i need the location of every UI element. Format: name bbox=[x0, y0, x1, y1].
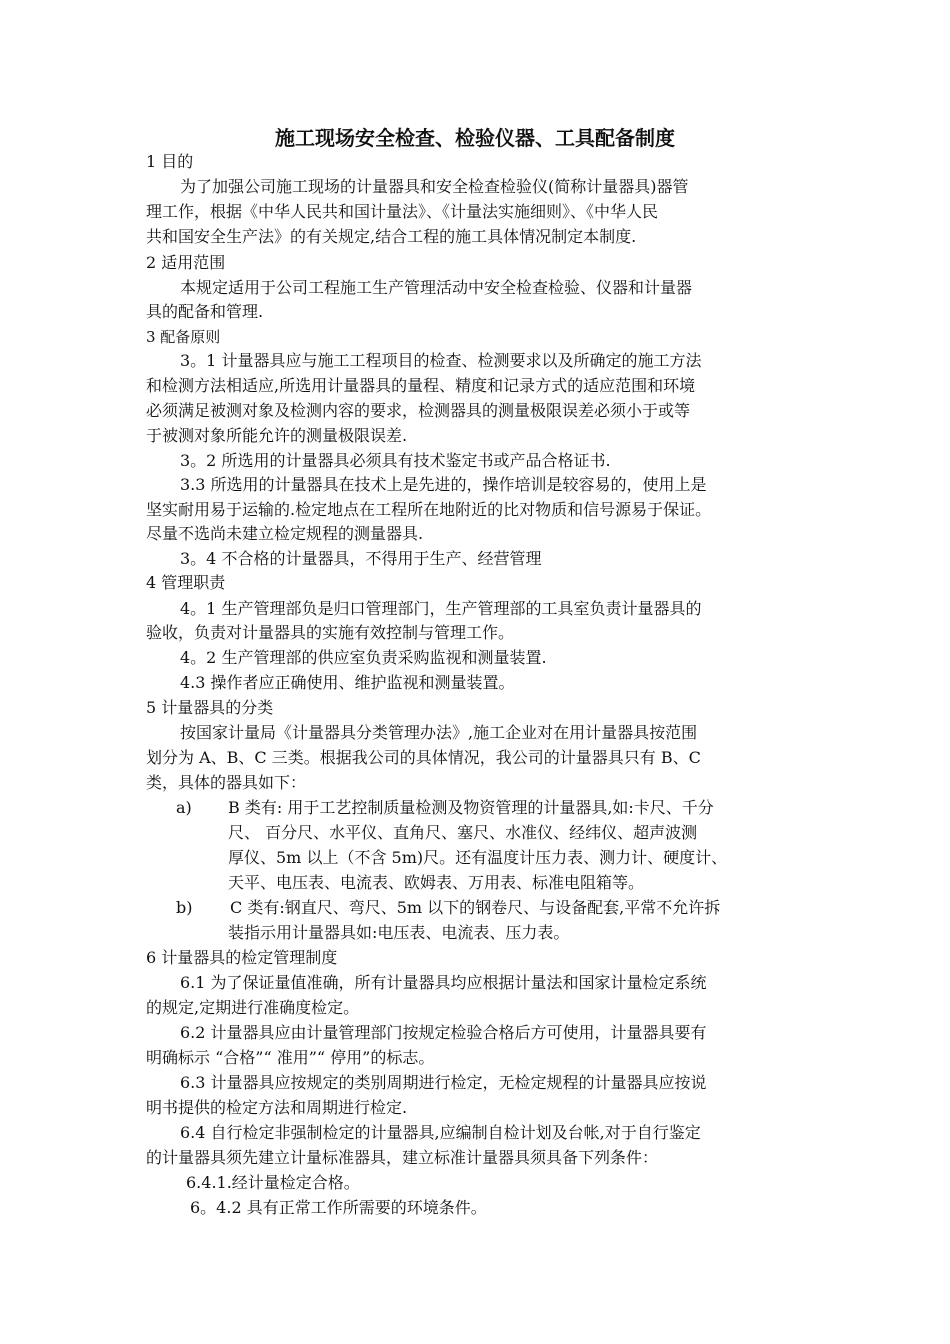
paragraph-line: 明确标示 “合格”“ 准用”“ 停用”的标志。 bbox=[146, 1048, 435, 1067]
section-heading-1: 1 目的 bbox=[146, 152, 194, 171]
list-item-line: C 类有:钢直尺、弯尺、5m 以下的钢卷尺、与设备配套,平常不允许拆 bbox=[230, 898, 721, 917]
list-item-line: 装指示用计量器具如:电压表、电流表、压力表。 bbox=[228, 923, 570, 942]
paragraph-line: 4。2 生产管理部的供应室负责采购监视和测量装置. bbox=[180, 648, 547, 667]
paragraph-line: 坚实耐用易于运输的.检定地点在工程所在地附近的比对物质和信号源易于保证。 bbox=[146, 500, 712, 519]
paragraph-line: 6。4.2 具有正常工作所需要的环境条件。 bbox=[190, 1198, 487, 1217]
list-marker-a: a) bbox=[176, 798, 192, 817]
section-heading-6: 6 计量器具的检定管理制度 bbox=[146, 948, 338, 967]
paragraph-line: 3。4 不合格的计量器具，不得用于生产、经营管理 bbox=[180, 549, 542, 568]
section-heading-5: 5 计量器具的分类 bbox=[146, 698, 274, 717]
list-item-line: 天平、电压表、电流表、欧姆表、万用表、标准电阻箱等。 bbox=[228, 873, 645, 892]
paragraph-line: 6.4.1.经计量检定合格。 bbox=[186, 1173, 360, 1192]
paragraph-line: 3。1 计量器具应与施工工程项目的检查、检测要求以及所确定的施工方法 bbox=[180, 351, 702, 370]
paragraph-line: 本规定适用于公司工程施工生产管理活动中安全检查检验、仪器和计量器 bbox=[180, 278, 693, 297]
paragraph-line: 和检测方法相适应,所选用计量器具的量程、精度和记录方式的适应范围和环境 bbox=[146, 376, 696, 395]
list-item-line: 尺、 百分尺、水平仪、直角尺、塞尺、水准仪、经纬仪、超声波测 bbox=[228, 823, 698, 842]
list-item-line: B 类有: 用于工艺控制质量检测及物资管理的计量器具,如:卡尺、千分 bbox=[228, 798, 714, 817]
paragraph-line: 的规定,定期进行准确度检定。 bbox=[146, 998, 360, 1017]
paragraph-line: 4。1 生产管理部负是归口管理部门，生产管理部的工具室负责计量器具的 bbox=[180, 599, 702, 618]
paragraph-line: 3.3 所选用的计量器具在技术上是先进的，操作培训是较容易的，使用上是 bbox=[180, 475, 707, 494]
paragraph-line: 为了加强公司施工现场的计量器具和安全检查检验仪(简称计量器具)器管 bbox=[180, 177, 689, 196]
list-marker-b: b) bbox=[176, 898, 193, 917]
paragraph-line: 明书提供的检定方法和周期进行检定. bbox=[146, 1098, 408, 1117]
list-item-line: 厚仪、5m 以上（不含 5m)尺。还有温度计压力表、测力计、硬度计、 bbox=[228, 848, 728, 867]
paragraph-line: 类，具体的器具如下： bbox=[146, 773, 307, 792]
paragraph-line: 尽量不选尚未建立检定规程的测量器具. bbox=[146, 524, 424, 543]
section-heading-4: 4 管理职责 bbox=[146, 573, 226, 592]
paragraph-line: 划分为 A、B、C 三类。根据我公司的具体情况，我公司的计量器具只有 B、C bbox=[146, 748, 701, 767]
document-title: 施工现场安全检查、检验仪器、工具配备制度 bbox=[275, 126, 675, 150]
paragraph-line: 按国家计量局《计量器具分类管理办法》,施工企业对在用计量器具按范围 bbox=[180, 723, 698, 742]
paragraph-line: 6.4 自行检定非强制检定的计量器具,应编制自检计划及台帐,对于自行鉴定 bbox=[180, 1123, 701, 1142]
paragraph-line: 理工作，根据《中华人民共和国计量法》、《计量法实施细则》、《中华人民 bbox=[146, 202, 659, 221]
section-heading-3: 3 配备原则 bbox=[146, 328, 221, 346]
paragraph-line: 于被测对象所能允许的测量极限误差. bbox=[146, 426, 408, 445]
paragraph-line: 的计量器具须先建立计量标准器具，建立标准计量器具须具备下列条件： bbox=[146, 1148, 659, 1167]
paragraph-line: 具的配备和管理. bbox=[146, 302, 264, 321]
paragraph-line: 6.1 为了保证量值准确，所有计量器具均应根据计量法和国家计量检定系统 bbox=[180, 973, 707, 992]
paragraph-line: 4.3 操作者应正确使用、维护监视和测量装置。 bbox=[180, 673, 515, 692]
paragraph-line: 3。2 所选用的计量器具必须具有技术鉴定书或产品合格证书. bbox=[180, 451, 611, 470]
paragraph-line: 验收，负责对计量器具的实施有效控制与管理工作。 bbox=[146, 623, 515, 642]
paragraph-line: 6.3 计量器具应按规定的类别周期进行检定，无检定规程的计量器具应按说 bbox=[180, 1073, 707, 1092]
paragraph-line: 必须满足被测对象及检测内容的要求，检测器具的测量极限误差必须小于或等 bbox=[146, 401, 691, 420]
section-heading-2: 2 适用范围 bbox=[146, 253, 226, 272]
paragraph-line: 共和国安全生产法》的有关规定,结合工程的施工具体情况制定本制度. bbox=[146, 227, 637, 246]
paragraph-line: 6.2 计量器具应由计量管理部门按规定检验合格后方可使用，计量器具要有 bbox=[180, 1023, 707, 1042]
